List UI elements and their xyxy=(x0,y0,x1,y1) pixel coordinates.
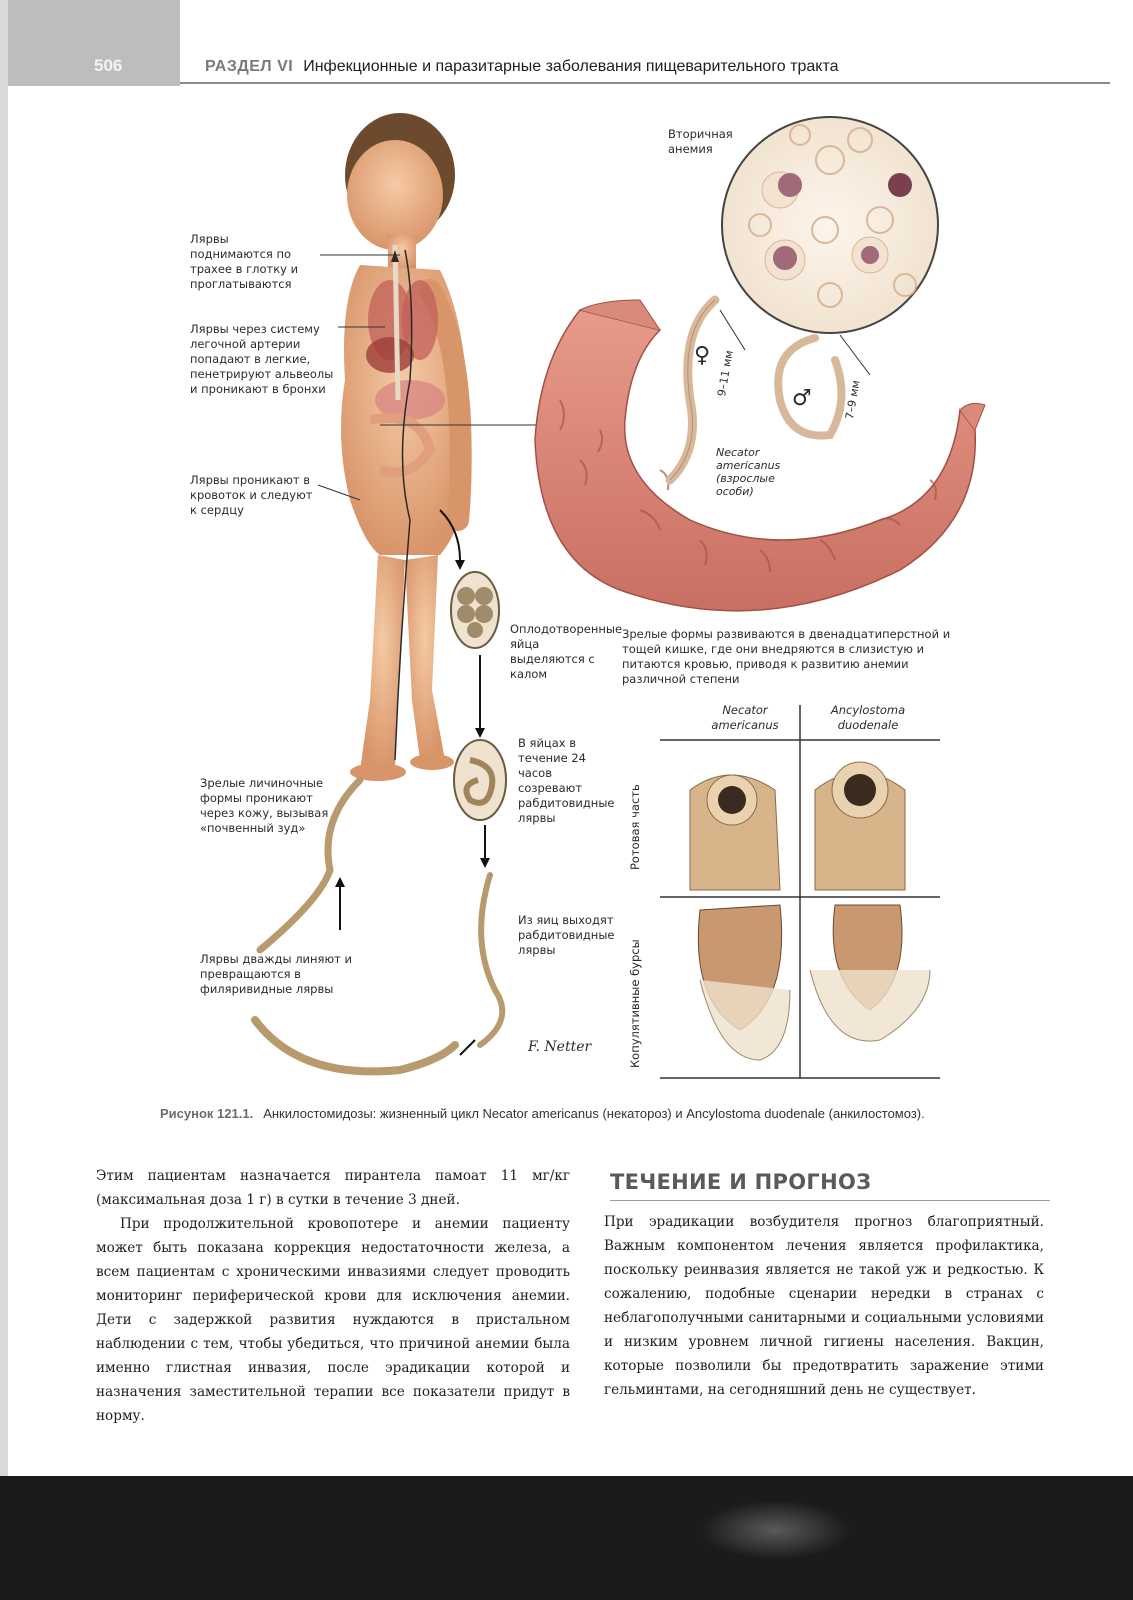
section-heading: ТЕЧЕНИЕ И ПРОГНОЗ xyxy=(610,1170,872,1194)
paragraph: При продолжительной кровопотере и анемии пациенту может быть показана коррекция недостаточности железа, а всем пациентам с хроническими инвазиями следует проводить мониторинг периферической крови для исключения анемии. Дети с задержкой развития нуждаются в пристальном наблюдении с тем, чтобы убедиться, что причиной анемии была именно глистная инвазия, после эрадикации которой и назначения заместительной терапии все показатели придут в норму. xyxy=(96,1216,570,1424)
blood-smear-magnifier xyxy=(722,117,938,333)
label-male-symbol: ♂ xyxy=(792,386,812,411)
label-necator-adult: Necator americanus (взрослые особи) xyxy=(716,446,781,498)
page-number: 506 xyxy=(94,56,123,75)
label-larvae-trachea: Лярвы поднимаются по трахее в глотку и проглатываются xyxy=(190,232,299,291)
left-text-column xyxy=(96,1164,570,1428)
figure-caption-number: Рисунок 121.1. xyxy=(160,1106,254,1121)
egg-with-larva-illustration xyxy=(454,740,506,820)
right-text-column xyxy=(604,1210,1044,1402)
section-heading-rule xyxy=(610,1200,1050,1201)
label-female-size: 9–11 мм xyxy=(714,349,736,398)
label-mature-forms: Зрелые формы развиваются в двенадцатиперстной и тощей кишке, где они внедряются в слизистую и питаются кровью, приводя к развитию анемии различной степени xyxy=(622,627,951,686)
child-body-illustration xyxy=(341,113,468,781)
paragraph: Этим пациентам назначается пирантела памоат 11 мг/кг (максимальная доза 1 г) в сутки в течение 3 дней. xyxy=(96,1168,570,1208)
paragraph: При эрадикации возбудителя прогноз благоприятный. Важным компонентом лечения является профилактика, поскольку реинвазия является не такой уж и редкостью. К сожалению, подобные сценарии нередки в странах с неблагополучными санитарными и социальными условиями и низким уровнем личной гигиены населения. Вакцин, которые позволили бы предотвратить заражение этими гельминтами, на сегодняшний день не существует. xyxy=(604,1214,1044,1398)
figure-caption-text: Анкилостомидозы: жизненный цикл Necator americanus (некатороз) и Ancylostoma duodenale (анкилостомоз). xyxy=(263,1106,925,1121)
comparison-table-illustration xyxy=(660,705,940,1078)
table-row-mouth: Ротовая часть xyxy=(628,784,642,870)
illustrator-signature: F. Netter xyxy=(528,1039,592,1055)
section-name: Инфекционные и паразитарные заболевания пищеварительного тракта xyxy=(303,58,839,75)
table-header-ancylostoma: Ancylostoma duodenale xyxy=(830,703,906,732)
label-female-symbol: ♀ xyxy=(694,343,711,368)
label-eggs-24h: В яйцах в течение 24 часов созревают рабдитовидные лярвы xyxy=(518,736,615,825)
fertilized-egg-illustration xyxy=(451,572,499,648)
label-larvae-lungs: Лярвы через систему легочной артерии попадают в легкие, пенетрируют альвеолы и проникают в бронхи xyxy=(190,322,334,396)
figure-caption xyxy=(160,1106,925,1121)
label-larvae-molt: Лярвы дважды линяют и превращаются в филяривидные лярвы xyxy=(200,952,352,996)
scan-smudge xyxy=(700,1500,850,1560)
label-larvae-blood: Лярвы проникают в кровоток и следуют к сердцу xyxy=(190,473,313,517)
label-fertilized-eggs: Оплодотворенные яйца выделяются с калом xyxy=(510,622,623,681)
label-rhabditiform-exit: Из яиц выходят рабдитовидные лярвы xyxy=(518,913,615,957)
section-label: РАЗДЕЛ VI xyxy=(205,58,294,75)
label-skin-penetration: Зрелые личиночные формы проникают через кожу, вызывая «почвенный зуд» xyxy=(200,776,329,835)
table-header-necator: Necator americanus xyxy=(711,703,779,732)
label-secondary-anemia: Вторичная анемия xyxy=(668,127,733,156)
scan-bottom-edge xyxy=(0,1476,1133,1600)
table-row-bursa: Копулятивные бурсы xyxy=(628,939,642,1068)
label-male-size: 7–9 мм xyxy=(842,379,863,421)
